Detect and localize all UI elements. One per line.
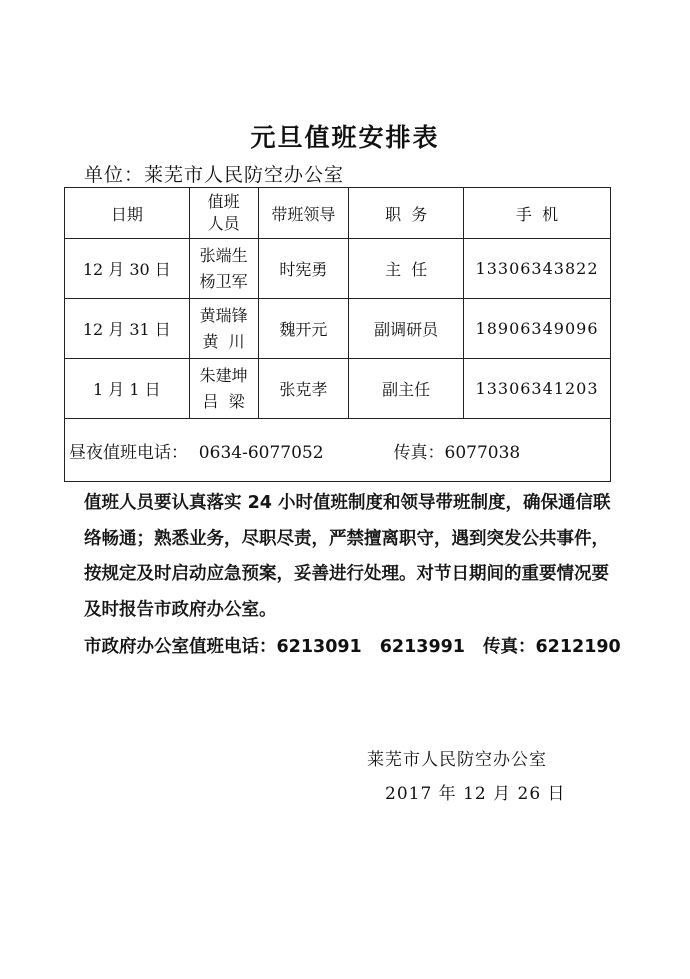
header-staff xyxy=(189,188,258,239)
office-fax: 传真：6212190 xyxy=(483,637,621,657)
table-footer xyxy=(65,419,611,482)
duty-table xyxy=(64,187,611,482)
unit-line: 单位：莱芜市人民防空办公室 xyxy=(84,164,345,186)
office-phone-2: 6213991 xyxy=(379,637,465,657)
staff-name: 朱建坤 xyxy=(199,365,248,385)
row-date: 12 月 30 日 xyxy=(65,239,190,299)
row-mobile: 18906349096 xyxy=(464,299,611,359)
staff-name: 杨卫军 xyxy=(199,271,248,291)
header-position: 职 务 xyxy=(349,188,464,239)
row-position: 副主任 xyxy=(349,359,464,419)
row-date: 12 月 31 日 xyxy=(65,299,190,359)
staff-name: 张端生 xyxy=(199,245,248,265)
row-staff xyxy=(189,239,258,299)
row-leader: 时宪勇 xyxy=(258,239,349,299)
row-mobile: 13306343822 xyxy=(464,239,611,299)
staff-name: 黄瑞锋 xyxy=(199,305,248,325)
signature-org: 莱芜市人民防空办公室 xyxy=(367,750,547,770)
header-staff-line2: 人员 xyxy=(207,214,240,233)
table-row xyxy=(65,239,611,299)
staff-name: 黄 川 xyxy=(202,331,245,351)
row-position: 副调研员 xyxy=(349,299,464,359)
header-leader: 带班领导 xyxy=(258,188,349,239)
row-staff xyxy=(189,359,258,419)
document-title: 元旦值班安排表 xyxy=(250,123,440,152)
row-date: 1 月 1 日 xyxy=(65,359,190,419)
staff-name: 吕 梁 xyxy=(202,391,245,411)
row-position: 主 任 xyxy=(349,239,464,299)
row-leader: 张克孝 xyxy=(258,359,349,419)
duty-phone: 昼夜值班电话： 0634-6077052 xyxy=(69,442,324,463)
header-mobile: 手 机 xyxy=(464,188,611,239)
row-mobile: 13306341203 xyxy=(464,359,611,419)
header-staff-line1: 值班 xyxy=(207,192,240,211)
instructions-paragraph: 值班人员要认真落实 24 小时值班制度和领导带班制度，确保通信联络畅通；熟悉业务，尽职尽责，严禁擅离职守，遇到突发公共事件，按规定及时启动应急预案，妥善进行处理。对节日期间的重要情况要及时报告市政府办公室。 xyxy=(84,493,611,620)
table-footer-row xyxy=(65,419,611,482)
table-header-row xyxy=(65,188,611,239)
duty-fax: 传真：6077038 xyxy=(393,442,521,463)
signature-date: 2017 年 12 月 26 日 xyxy=(385,784,566,804)
table-row xyxy=(65,299,611,359)
table-row xyxy=(65,359,611,419)
office-phone-line xyxy=(84,633,621,658)
row-staff xyxy=(189,299,258,359)
office-phone-label: 市政府办公室值班电话：6213091 xyxy=(84,637,362,657)
row-leader: 魏开元 xyxy=(258,299,349,359)
header-date: 日期 xyxy=(65,188,190,239)
